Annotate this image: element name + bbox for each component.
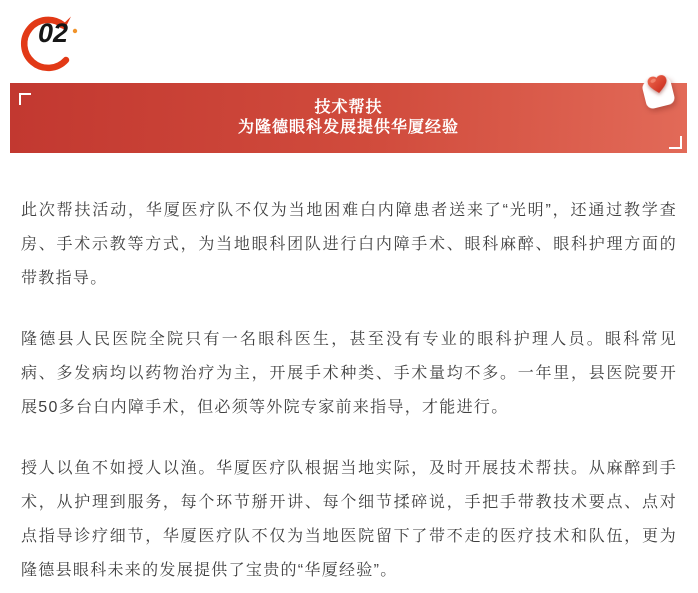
corner-bracket-bottom-right-icon xyxy=(669,136,682,149)
article-body xyxy=(0,194,698,588)
article-paragraph-2: 隆德县人民医院全院只有一名眼科医生，甚至没有专业的眼科护理人员。眼科常见病、多发病均以药物治疗为主，开展手术种类、手术量均不多。一年里，县医院要开展50多台白内障手术，但必须等外院专家前来指导，才能进行。 xyxy=(21,331,677,416)
corner-bracket-top-left-icon xyxy=(19,93,31,105)
section-number-badge xyxy=(10,8,90,74)
section-number: 02 xyxy=(37,18,69,48)
article-paragraph-3: 授人以鱼不如授人以渔。华厦医疗队根据当地实际，及时开展技术帮扶。从麻醉到手术，从护理到服务，每个环节掰开讲、每个细节揉碎说，手把手带教技术要点、点对点指导诊疗细节，华厦医疗队不仅为当地医院留下了带不走的医疗技术和队伍，更为隆德县眼科未来的发展提供了宝贵的“华厦经验”。 xyxy=(21,460,677,579)
banner-title-line2: 为隆德眼科发展提供华厦经验 xyxy=(237,119,459,136)
section-title-banner xyxy=(10,83,687,153)
banner-title-line1: 技术帮扶 xyxy=(314,99,383,116)
article-paragraph-1: 此次帮扶活动，华厦医疗队不仅为当地困难白内障患者送来了“光明”，还通过教学查房、手术示教等方式，为当地眼科团队进行白内障手术、眼科麻醉、眼科护理方面的带教指导。 xyxy=(21,202,677,287)
